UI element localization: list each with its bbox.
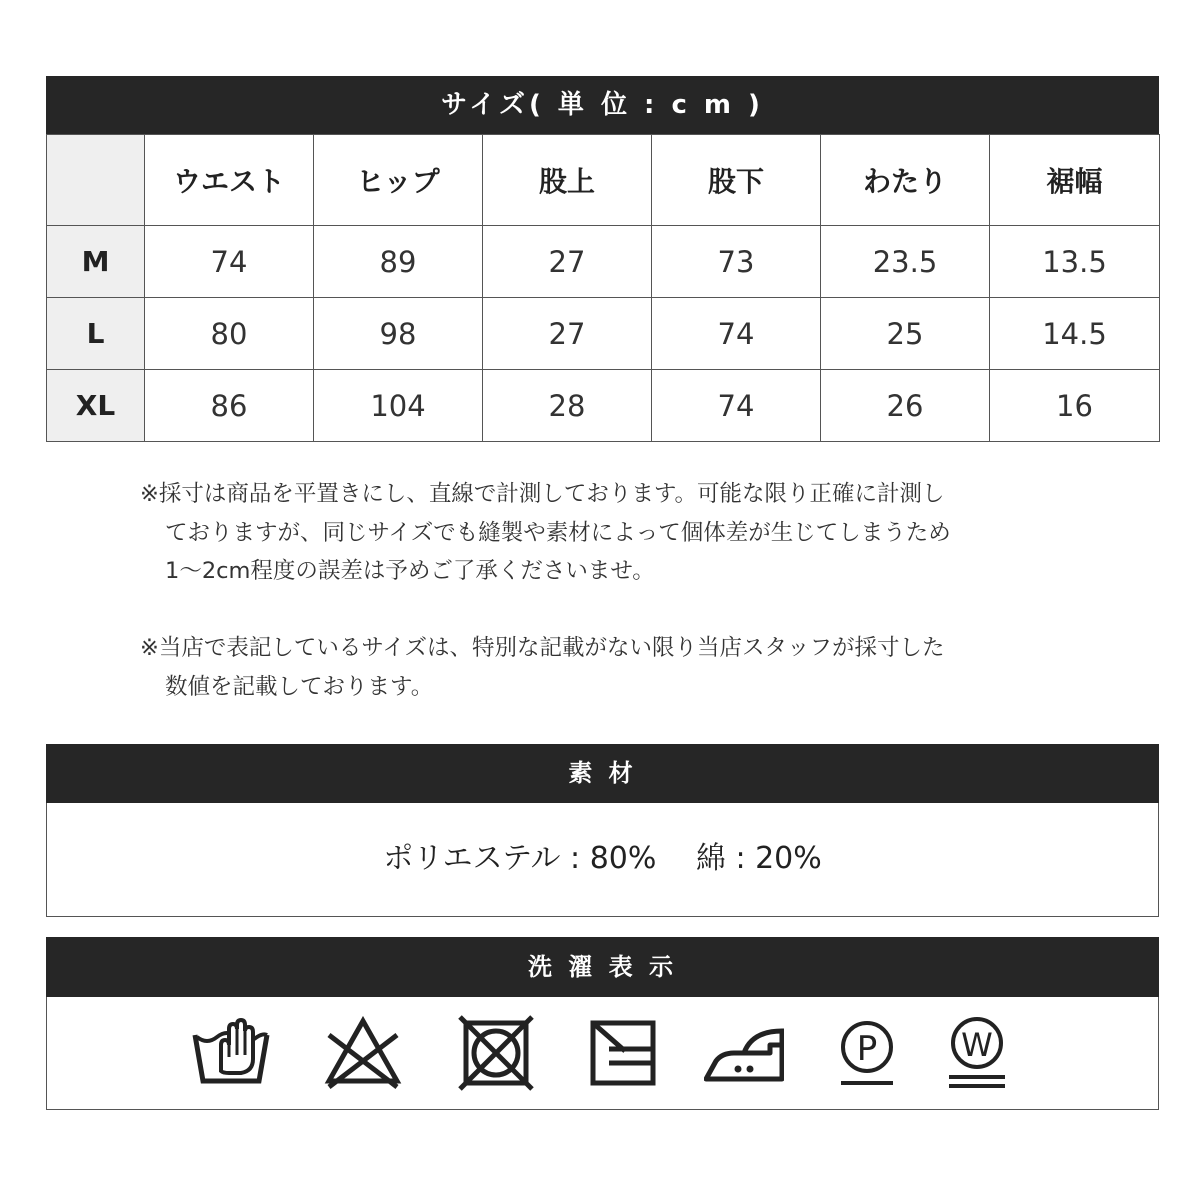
column-header-hip: ヒップ	[314, 135, 483, 226]
table-cell: 25	[821, 298, 990, 370]
iron-low-temp-icon	[704, 1015, 784, 1091]
material-box	[46, 803, 1159, 917]
table-cell: 13.5	[990, 226, 1160, 298]
table-cell: 27	[483, 298, 652, 370]
measurement-note	[140, 475, 1100, 591]
row-header-size: XL	[47, 370, 145, 442]
line-dry-shade-icon	[585, 1015, 665, 1091]
care-symbols-box	[46, 997, 1159, 1110]
table-cell: 26	[821, 370, 990, 442]
table-cell: 104	[314, 370, 483, 442]
dry-clean-label: P	[856, 1029, 878, 1069]
table-cell: 86	[145, 370, 314, 442]
row-header-size: M	[47, 226, 145, 298]
size-table	[46, 134, 1160, 442]
table-cell: 74	[652, 298, 821, 370]
table-row	[47, 226, 1160, 298]
row-header-size: L	[47, 298, 145, 370]
size-table-header-row	[47, 135, 1160, 226]
table-cell: 23.5	[821, 226, 990, 298]
material-composition: ポリエステル : 80% 綿 : 20%	[383, 841, 822, 876]
hand-wash-icon	[191, 1015, 271, 1091]
table-cell: 89	[314, 226, 483, 298]
table-row	[47, 298, 1160, 370]
table-cell: 16	[990, 370, 1160, 442]
wet-clean-w-icon	[937, 1015, 1017, 1091]
table-cell: 74	[652, 370, 821, 442]
table-cell: 74	[145, 226, 314, 298]
table-corner-cell	[47, 135, 145, 226]
column-header-rise: 股上	[483, 135, 652, 226]
table-cell: 98	[314, 298, 483, 370]
note-line: ※当店で表記しているサイズは、特別な記載がない限り当店スタッフが採寸した	[140, 635, 945, 661]
table-cell: 73	[652, 226, 821, 298]
table-cell: 14.5	[990, 298, 1160, 370]
column-header-waist: ウエスト	[145, 135, 314, 226]
note-line: 数値を記載しております。	[165, 673, 434, 700]
column-header-thigh: わたり	[821, 135, 990, 226]
dry-clean-p-icon	[827, 1015, 907, 1091]
table-cell: 27	[483, 226, 652, 298]
size-source-note	[140, 629, 1100, 706]
note-line: 1～2cm程度の誤差は予めご了承くださいませ。	[165, 558, 655, 584]
wet-clean-label: W	[961, 1026, 993, 1064]
table-row	[47, 370, 1160, 442]
size-section-title: サイズ( 単 位 : c m )	[46, 76, 1159, 135]
note-line: ておりますが、同じサイズでも縫製や素材によって個体差が生じてしまうため	[165, 519, 951, 546]
note-line: ※採寸は商品を平置きにし、直線で計測しております。可能な限り正確に計測し	[140, 481, 945, 507]
column-header-hem-width: 裾幅	[990, 135, 1160, 226]
material-section-title: 素 材	[46, 744, 1159, 803]
table-cell: 80	[145, 298, 314, 370]
column-header-inseam: 股下	[652, 135, 821, 226]
no-tumble-dry-icon	[456, 1015, 536, 1091]
no-bleach-icon	[323, 1015, 403, 1091]
table-cell: 28	[483, 370, 652, 442]
care-section-title: 洗 濯 表 示	[46, 937, 1159, 997]
